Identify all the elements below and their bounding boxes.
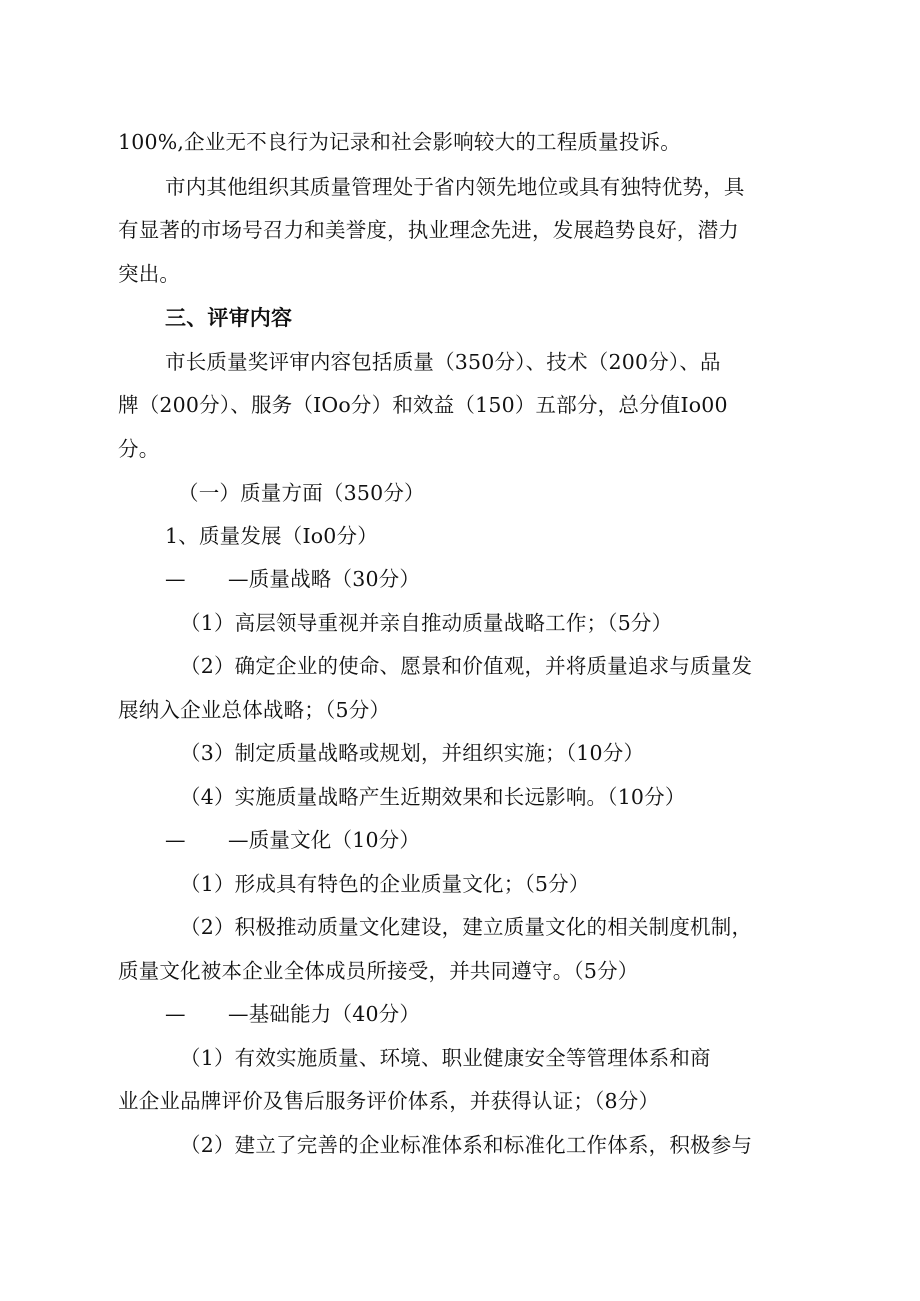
dash-mark: —	[165, 828, 186, 852]
text-line: 质量文化被本企业全体成员所接受，并共同遵守。（5分）	[118, 959, 639, 983]
subsection-heading: （一）质量方面（350分）	[178, 481, 425, 505]
text-line: 业企业品牌评价及售后服务评价体系，并获得认证；（8分）	[118, 1089, 660, 1113]
text-line: 有显著的市场号召力和美誉度，执业理念先进，发展趋势良好，潜力	[118, 218, 739, 242]
text-line: （1）高层领导重视并亲自推动质量战略工作；（5分）	[180, 611, 673, 635]
text-line: 市内其他组织其质量管理处于省内领先地位或具有独特优势，具	[165, 175, 745, 199]
item-heading: 1、质量发展（Io0分）	[165, 524, 378, 548]
text-line: 牌（200分）、服务（IOo分）和效益（150）五部分，总分值Io00	[118, 393, 728, 417]
text-line: （2）建立了完善的企业标准体系和标准化工作体系，积极参与	[180, 1133, 753, 1157]
text-line: （3）制定质量战略或规划，并组织实施；（10分）	[180, 741, 645, 765]
item-subheading: —质量文化（10分）	[228, 828, 421, 852]
text-line: （1）形成具有特色的企业质量文化；（5分）	[180, 872, 590, 896]
text-line: （2）积极推动质量文化建设，建立质量文化的相关制度机制，	[180, 915, 753, 939]
text-line: 100%,企业无不良行为记录和社会影响较大的工程质量投诉。	[118, 130, 681, 154]
text-line: （1）有效实施质量、环境、职业健康安全等管理体系和商	[180, 1046, 711, 1070]
text-line: 突出。	[118, 262, 181, 286]
text-line: （2）确定企业的使命、愿景和价值观，并将质量追求与质量发	[180, 654, 753, 678]
text-line: 市长质量奖评审内容包括质量（350分）、技术（200分）、品	[165, 350, 721, 374]
dash-mark: —	[165, 1002, 186, 1026]
text-line: （4）实施质量战略产生近期效果和长远影响。（10分）	[180, 785, 686, 809]
text-line: 分。	[118, 437, 160, 461]
dash-mark: —	[165, 567, 186, 591]
item-subheading: —质量战略（30分）	[228, 567, 421, 591]
section-heading: 三、评审内容	[165, 306, 293, 330]
text-line: 展纳入企业总体战略；（5分）	[118, 698, 391, 722]
item-subheading: —基础能力（40分）	[228, 1002, 421, 1026]
